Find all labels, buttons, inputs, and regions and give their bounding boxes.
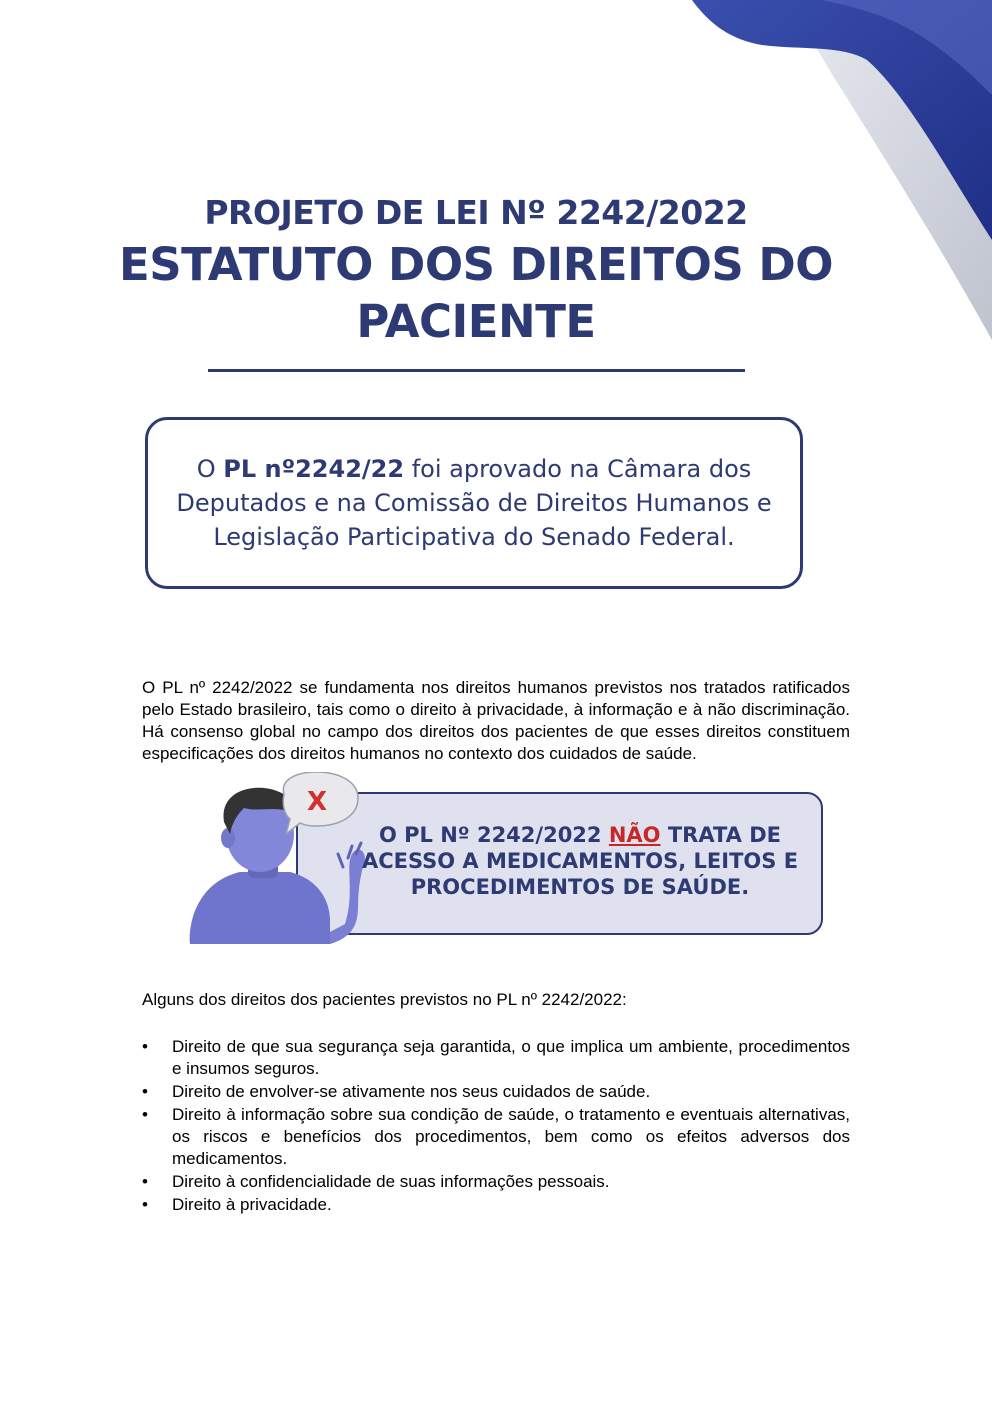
intro-paragraph: O PL nº 2242/2022 se fundamenta nos direitos humanos previstos nos tratados ratificados pelo Estado brasileiro, tais como o direito à privacidade, à informação e à não discriminação. Há consenso global no campo dos direitos dos pacientes de que esses direitos constituem especificações dos direitos humanos no contexto dos cuidados de saúde. (142, 678, 850, 763)
list-item-text: Direito à informação sobre sua condição de saúde, o tratamento e eventuais alternativas, os riscos e benefícios dos procedimentos, bem como os efeitos adversos dos medicamentos. (172, 1105, 850, 1168)
title-divider (208, 369, 745, 372)
list-item-text: Direito de que sua segurança seja garantida, o que implica um ambiente, procedimentos e insumos seguros. (172, 1037, 850, 1078)
list-item (142, 1081, 850, 1103)
disclaimer-after: TRATA DE ACESSO A MEDICAMENTOS, LEITOS E PROCEDIMENTOS DE SAÚDE. (361, 823, 799, 899)
disclaimer-before: O PL Nº 2242/2022 (378, 823, 609, 847)
list-item-text: Direito de envolver-se ativamente nos seus cuidados de saúde. (172, 1082, 651, 1101)
approval-notice-box (145, 417, 803, 589)
list-item (142, 1104, 850, 1170)
list-item (142, 1194, 850, 1216)
list-item (142, 1171, 850, 1193)
list-item (142, 1036, 850, 1080)
approval-rest: foi aprovado na Câmara dos Deputados e na Comissão de Direitos Humanos e Legislação Participativa do Senado Federal. (176, 455, 772, 551)
disclaimer-highlight: NÃO (608, 823, 661, 847)
disclaimer-text (345, 822, 815, 900)
list-item-text: Direito à confidencialidade de suas informações pessoais. (172, 1172, 610, 1191)
bullet-icon: • (142, 1037, 148, 1056)
statute-title (0, 236, 952, 350)
bullet-icon: • (142, 1172, 148, 1191)
bill-number-title: PROJETO DE LEI Nº 2242/2022 (204, 193, 748, 232)
bubble-x-mark: X (306, 787, 328, 817)
statute-title-line1: ESTATUTO DOS DIREITOS DO (118, 238, 834, 291)
bullet-icon: • (142, 1082, 148, 1101)
statute-title-line2: PACIENTE (356, 295, 596, 348)
bullet-icon: • (142, 1195, 148, 1214)
rights-heading: Alguns dos direitos dos pacientes previstos no PL nº 2242/2022: (142, 990, 627, 1009)
bullet-icon: • (142, 1105, 148, 1124)
list-item-text: Direito à privacidade. (172, 1195, 332, 1214)
approval-prefix: O (196, 455, 224, 483)
approval-notice-text (174, 452, 774, 554)
approval-bill-ref: PL nº2242/22 (223, 455, 405, 483)
rights-list (142, 1036, 850, 1217)
